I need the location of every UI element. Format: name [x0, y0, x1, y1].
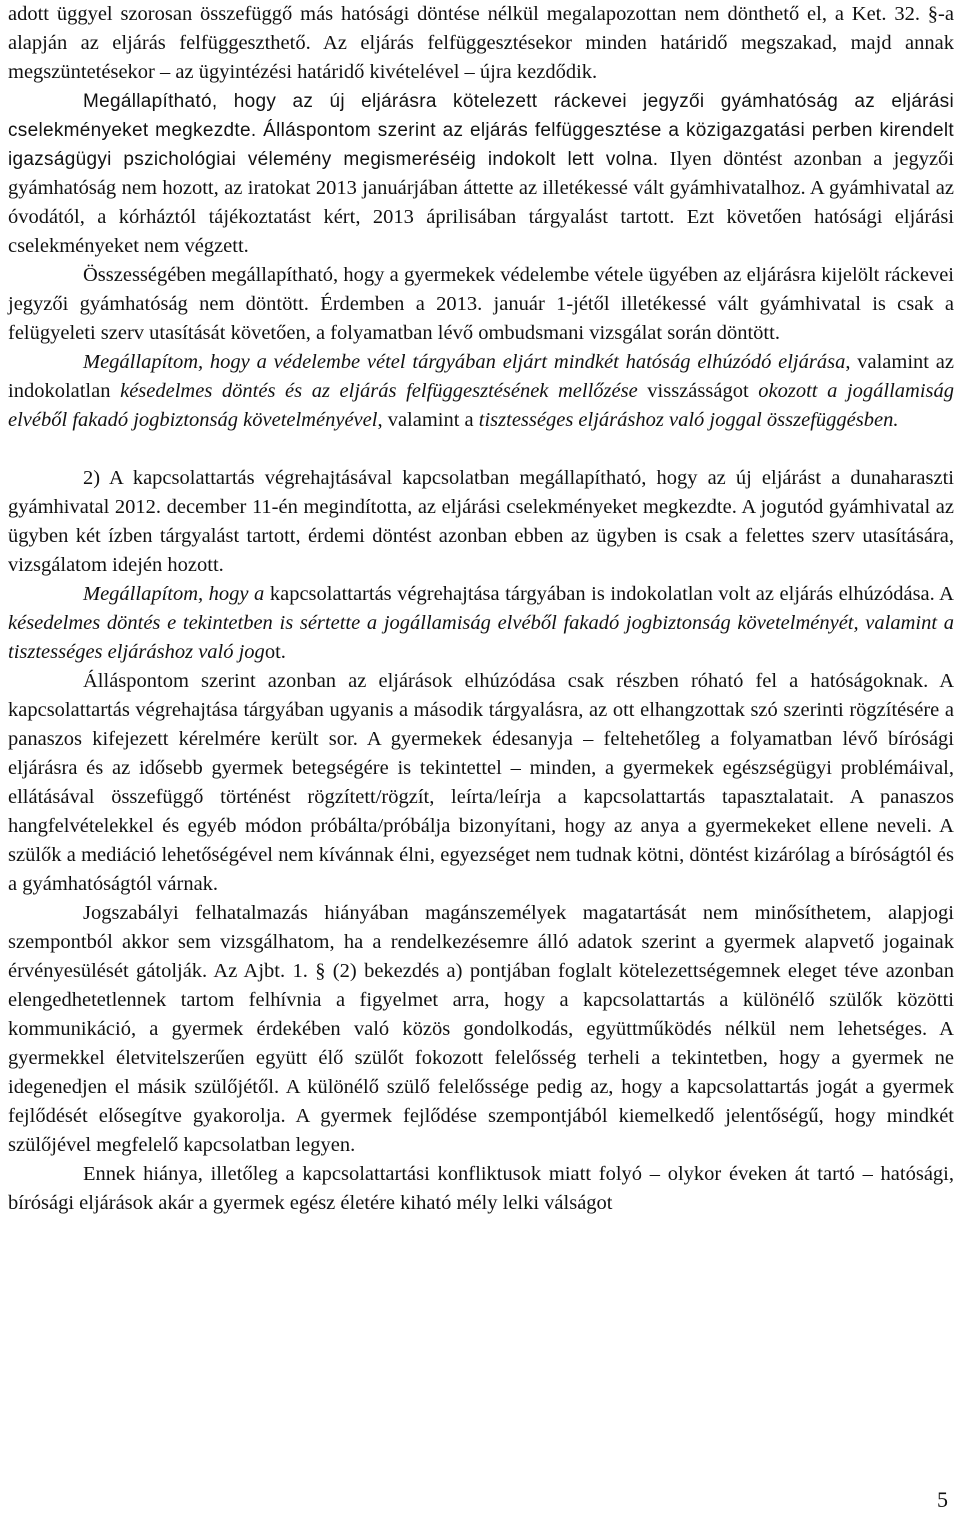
paragraph: [8, 87, 954, 261]
text-run: , valamint a: [377, 409, 479, 431]
text-run: Megállapítható, hogy az új eljárásra kötelezett ráckevei jegyzői gyámhatóság az eljárási cselekményeket megkezdte.: [8, 91, 954, 141]
paragraph-gap: [8, 435, 954, 464]
text-run: ot.: [264, 641, 286, 663]
text-run-italic: késedelmes döntés e tekintetben is sértette a jogállamiság elvéből fakadó jogbiztonság követelményét, valamint a tisztességes eljáráshoz való jog: [8, 612, 954, 663]
paragraph: Jogszabályi felhatalmazás hiányában magánszemélyek magatartását nem minősíthetem, alapjogi szempontból akkor sem vizsgálhatom, ha a rendelkezésemre álló adatok szerint a gyermek alapvető jogainak érvényesülését gátolják. Az Ajbt. 1. § (2) bekezdés a) pontjában foglalt kötelezettségemnek eleget téve azonban elengedhetetlennek tartom felhívnia a figyelmet arra, hogy a kapcsolattartás a különélő szülők közötti kommunikáció, a gyermek érdekében való közös gondolkodás, együttműködés nélkül nem lehetséges. A gyermekkel életvitelszerűen együtt élő szülőt fokozott felelősség terheli a tekintetben, hogy a gyermek ne idegenedjen el másik szülőjétől. A különélő szülő felelőssége pedig az, hogy a kapcsolattartás jogát a gyermek fejlődését elősegítve gyakorolja. A gyermek fejlődése szempontjából kiemelkedő jelentőségű, hogy mindkét szülőjével megfelelő kapcsolatban legyen.: [8, 902, 954, 1156]
paragraph: Ennek hiánya, illetőleg a kapcsolattartási konfliktusok miatt folyó – olykor éveken át tartó – hatósági, bírósági eljárások akár a gyermek egész életére kiható mély lelki válságot: [8, 1163, 954, 1214]
text-run: Ilyen döntést azonban a jegyzői gyámhatóság nem hozott, az iratokat 2013 januárjában áttette az illetékessé vált gyámhivatalhoz. A gyámhivatal az óvodától, a kórháztól tájékoztatást kért, 2013 áprilisában tárgyalást tartott. Ezt követően hatósági eljárási cselekményeket nem végzett.: [8, 148, 955, 257]
text-run-italic: késedelmes döntés és az eljárás felfüggesztésének mellőzése: [120, 380, 638, 402]
text-run-italic: tisztességes eljáráshoz való joggal összefüggésben.: [478, 409, 899, 431]
text-run: , valamint az indokolatlan: [8, 351, 954, 402]
text-run-italic: Megállapítom, hogy a védelembe vétel tárgyában eljárt mindkét hatóság elhúzódó eljárása: [83, 351, 846, 373]
paragraph: Álláspontom szerint azonban az eljárások elhúzódása csak részben róható fel a hatóságoknak. A kapcsolattartás végrehajtása tárgyában ugyanis a második tárgyalásra, az ott elhangzottak szó szerinti rögzítésére a panaszos kifejezett kérelmére került sor. A gyermekek édesanyja – feltehetőleg a folyamatban lévő bírósági eljárásra és az idősebb gyermek betegségére is tekintettel – minden, a gyermekek egészségügyi problémáival, ellátásával összefüggő történést rögzített/rögzít, leírta/leírja a kapcsolattartás tapasztalatait. A panaszos hangfelvételekkel és egyéb módon próbálta/próbálja bizonyítani, hogy az anya a gyermekeket ellene neveli. A szülők a mediáció lehetőségével nem kívánnak élni, egyezséget nem tudnak kötni, döntést kizárólag a bíróságtól és a gyámhatóságtól várnak.: [8, 670, 954, 895]
text-run: adott üggyel szorosan összefüggő más hatósági döntése nélkül megalapozottan nem dönthető el, a Ket. 32. §-a alapján az eljárás felfüggeszthető. Az eljárás felfüggesztésekor minden határidő megszakad, majd annak megszüntetésekor: [8, 3, 954, 83]
text-run-italic: okozott a jogállamiság elvéből fakadó jogbiztonság követelményével: [8, 380, 954, 431]
page-number: 5: [937, 1487, 948, 1512]
paragraph: 2) A kapcsolattartás végrehajtásával kapcsolatban megállapítható, hogy az új eljárást a dunaharaszti gyámhivatal 2012. december 11-én megindította, az eljárási cselekményeket megkezdte. A jogutód gyámhivatal az ügyben két ízben tárgyalást tartott, érdemi döntést azonban ebben az ügyben is csak a felettes szerv utasítására, vizsgálatom idején hozott.: [8, 467, 954, 576]
paragraph: [8, 580, 954, 667]
document-page: [8, 0, 954, 1218]
paragraph: [8, 348, 954, 435]
text-run: Álláspontom szerint az eljárás felfüggesztése a közigazgatási perben kirendelt igazságügyi pszichológiai vélemény megismeréséig indokolt lett volna.: [8, 120, 954, 170]
text-run-italic: Megállapítom, hogy a: [83, 583, 265, 605]
text-run: visszásságot: [637, 380, 759, 402]
paragraph: Összességében megállapítható, hogy a gyermekek védelembe vétele ügyében az eljárásra kijelölt ráckevei jegyzői gyámhatóság nem döntött. Érdemben a 2013. január 1-jétől illetékessé vált gyámhivatal is csak a felügyeleti szerv utasítását követően, a folyamatban lévő ombudsmani vizsgálat során döntött.: [8, 264, 954, 344]
paragraph: [8, 0, 954, 87]
text-run: újra kezdődik.: [474, 61, 598, 83]
text-run: kapcsolattartás végrehajtása tárgyában is indokolatlan volt az eljárás elhúzódása. A: [264, 583, 954, 605]
text-run: – az ügyintézési határidő kivételével –: [160, 61, 475, 83]
